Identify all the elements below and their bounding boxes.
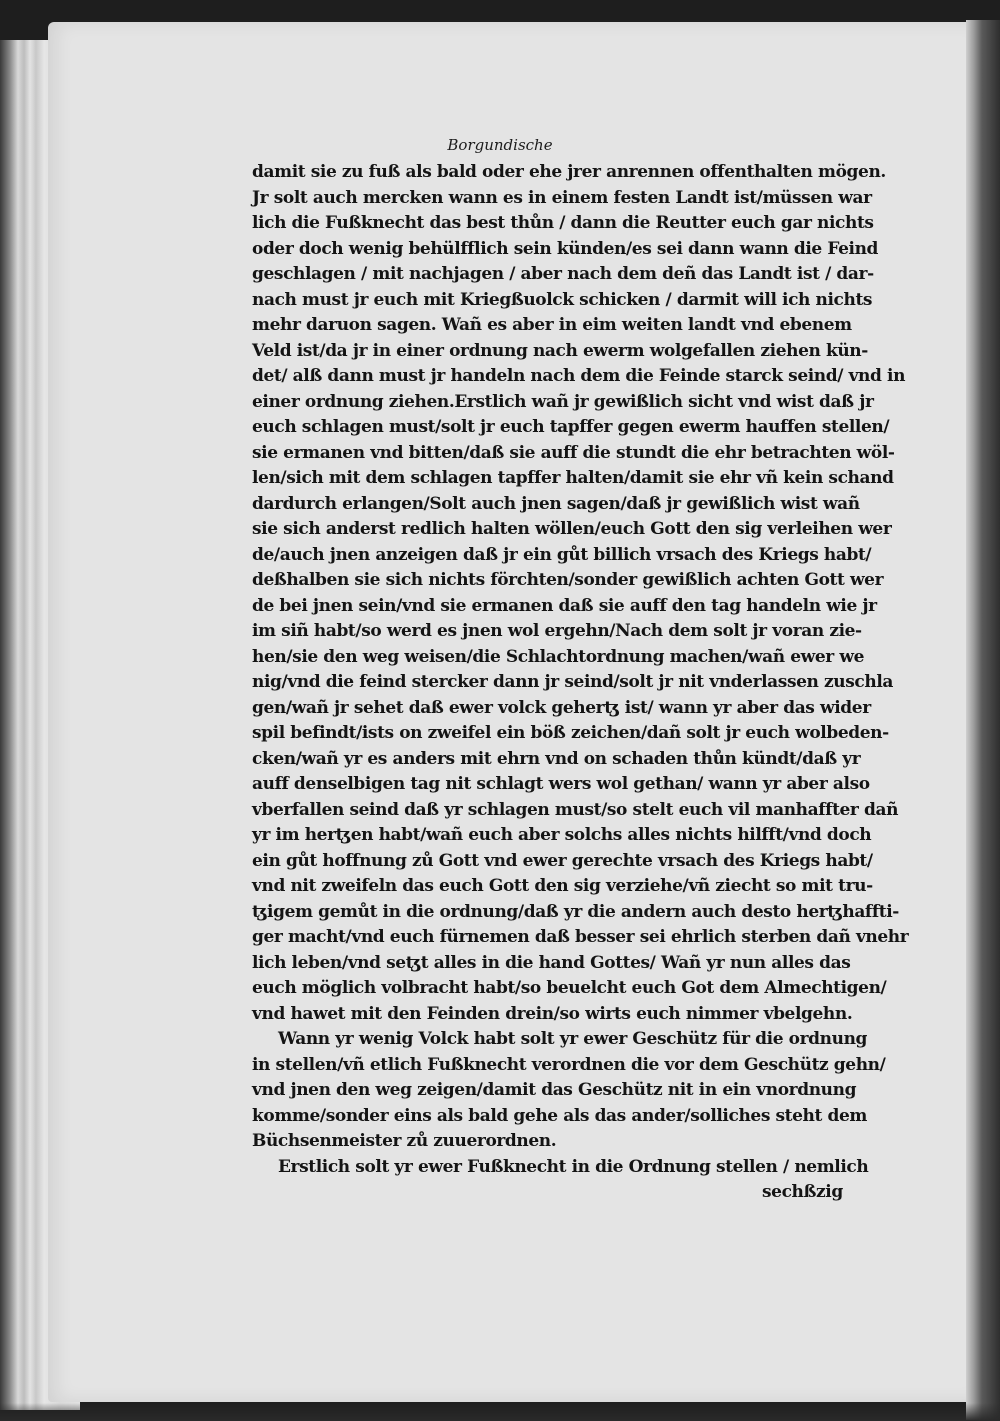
text-line: damit sie zu fuß als bald oder ehe jrer anrennen offenthalten mögen. bbox=[252, 162, 886, 182]
text-line: det/ alß dann must jr handeln nach dem die Feinde starck seind/ vnd in bbox=[252, 366, 906, 386]
text-line: in stellen/vñ etlich Fußknecht verordnen die vor dem Geschütz gehn/ bbox=[252, 1054, 886, 1075]
text-line: ein gůt hoffnung zů Gott vnd ewer gerechte vrsach des Kriegs habt/ bbox=[252, 850, 873, 871]
text-line: einer ordnung ziehen.Erstlich wañ jr gewißlich sicht vnd wist daß jr bbox=[252, 391, 874, 412]
text-line: Wann yr wenig Volck habt solt yr ewer Geschütz für die ordnung bbox=[278, 1029, 868, 1049]
text-block bbox=[252, 160, 909, 1206]
text-line: vnd nit zweifeln das euch Gott den sig verziehe/vñ ziecht so mit tru- bbox=[252, 876, 873, 896]
text-line: Erstlich solt yr ewer Fußknecht in die Ordnung stellen / nemlich bbox=[278, 1156, 869, 1177]
text-line: im siñ habt/so werd es jnen wol ergehn/Nach dem solt jr voran zie- bbox=[252, 621, 862, 641]
text-line: auff denselbigen tag nit schlagt wers wol gethan/ wann yr aber also bbox=[252, 774, 870, 794]
text-line: euch schlagen must/solt jr euch tapffer gegen ewerm hauffen stellen/ bbox=[252, 417, 890, 437]
page-edge-right bbox=[966, 20, 1000, 1420]
paragraph-1 bbox=[252, 160, 909, 1027]
paragraph-2 bbox=[252, 1027, 886, 1155]
text-line: lich die Fußknecht das best thůn / dann die Reutter euch gar nichts bbox=[252, 213, 874, 233]
text-line: deßhalben sie sich nichts förchten/sonder gewißlich achten Gott wer bbox=[252, 570, 884, 590]
text-line: euch möglich volbracht habt/so beuelcht euch Got dem Almechtigen/ bbox=[252, 978, 887, 998]
text-line: oder doch wenig behülfflich sein künden/es sei dann wann die Feind bbox=[252, 238, 879, 259]
text-line: dardurch erlangen/Solt auch jnen sagen/daß jr gewißlich wist wañ bbox=[252, 493, 860, 514]
text-line: vnd jnen den weg zeigen/damit das Geschütz nit in ein vnordnung bbox=[252, 1080, 857, 1100]
text-line: len/sich mit dem schlagen tapffer halten/damit sie ehr vñ kein schand bbox=[252, 468, 894, 488]
text-line: geschlagen / mit nachjagen / aber nach dem deñ das Landt ist / dar- bbox=[252, 264, 874, 284]
catchword: sechßzig bbox=[762, 1182, 843, 1202]
text-line: lich leben/vnd seꜩt alles in die hand Gottes/ Wañ yr nun alles das bbox=[252, 952, 851, 973]
text-line: Veld ist/da jr in einer ordnung nach ewerm wolgefallen ziehen kün- bbox=[252, 340, 868, 361]
text-line: komme/sonder eins als bald gehe als das ander/solliches steht dem bbox=[252, 1105, 867, 1126]
text-line: vberfallen seind daß yr schlagen must/so stelt euch vil manhaffter dañ bbox=[252, 799, 899, 820]
text-line: Büchsenmeister zů zuuerordnen. bbox=[252, 1131, 557, 1151]
text-line: ꜩigem gemůt in die ordnung/daß yr die andern auch desto herꜩhaffti- bbox=[252, 901, 899, 922]
text-line: sie sich anderst redlich halten wöllen/euch Gott den sig verleihen wer bbox=[252, 519, 892, 539]
text-line: vnd hawet mit den Feinden drein/so wirts euch nimmer vbelgehn. bbox=[252, 1003, 853, 1024]
text-line: spil befindt/ists on zweifel ein böß zeichen/dañ solt jr euch wolbeden- bbox=[252, 723, 889, 743]
text-line: hen/sie den weg weisen/die Schlachtordnung machen/wañ ewer we bbox=[252, 646, 864, 667]
text-line: Jr solt auch mercken wann es in einem festen Landt ist/müssen war bbox=[252, 187, 872, 208]
text-line: gen/wañ jr sehet daß ewer volck geherꜩ ist/ wann yr aber das wider bbox=[252, 697, 871, 718]
text-line: nig/vnd die feind stercker dann jr seind/solt jr nit vnderlassen zuschla bbox=[252, 672, 893, 692]
paragraph-3 bbox=[252, 1155, 869, 1181]
text-line: de/auch jnen anzeigen daß jr ein gůt billich vrsach des Kriegs habt/ bbox=[252, 544, 872, 565]
text-line: yr im herꜩen habt/wañ euch aber solchs alles nichts hilfft/vnd doch bbox=[252, 825, 872, 845]
text-line: mehr daruon sagen. Wañ es aber in eim weiten landt vnd ebenem bbox=[252, 315, 852, 335]
text-line: cken/wañ yr es anders mit ehrn vnd on schaden thůn kündt/daß yr bbox=[252, 748, 861, 769]
page-edge-bottom bbox=[0, 1403, 1000, 1421]
running-head: Borgundische bbox=[447, 136, 553, 154]
text-line: sie ermanen vnd bitten/daß sie auff die stundt die ehr betrachten wöl- bbox=[252, 442, 895, 463]
text-line: nach must jr euch mit Kriegßuolck schicken / darmit will ich nichts bbox=[252, 289, 873, 310]
text-line: ger macht/vnd euch fürnemen daß besser sei ehrlich sterben dañ vnehr bbox=[252, 927, 909, 947]
text-line: de bei jnen sein/vnd sie ermanen daß sie auff den tag handeln wie jr bbox=[252, 595, 877, 616]
